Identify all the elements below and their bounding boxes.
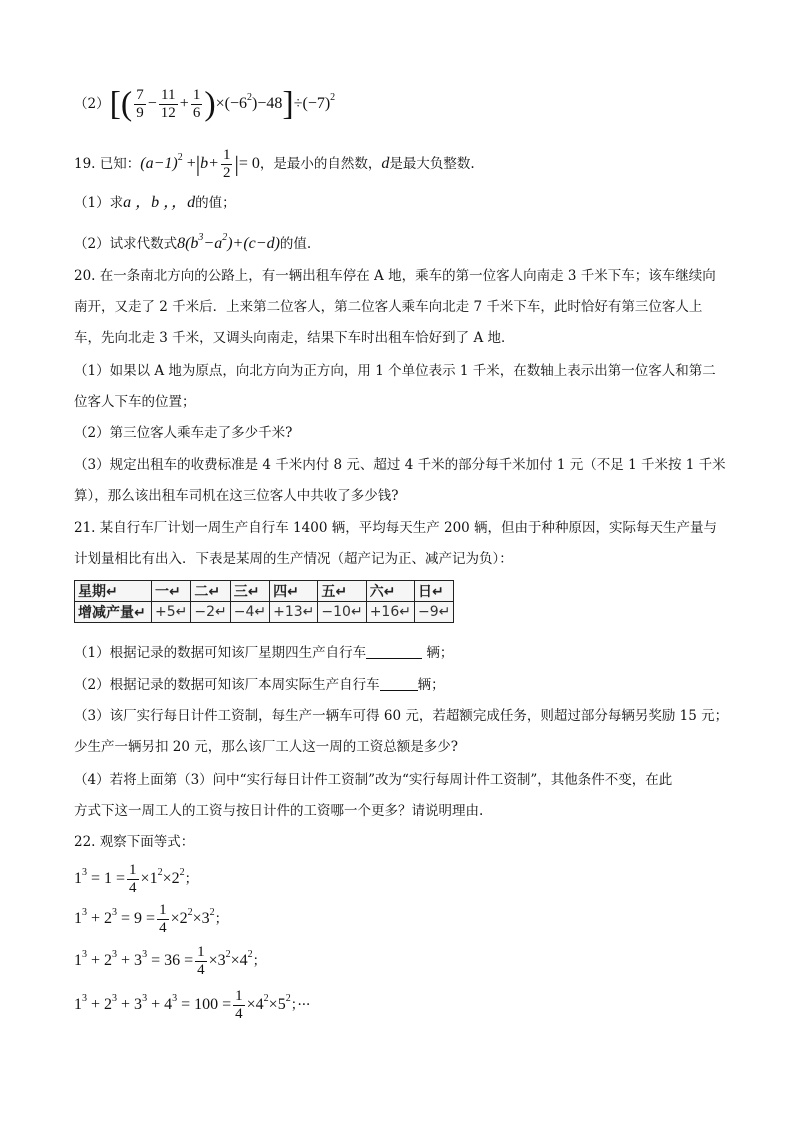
q22-equation-3: $1^3 + 2^3 + 3^3 = 36$ = $\frac{1}{4}$ $\times 3^2\times 4^2$； (74, 943, 267, 978)
table-cell: 星期↵ (75, 581, 152, 602)
table-cell: −9↵ (414, 602, 453, 623)
table-row (75, 602, 454, 623)
q21-line2: 计划量相比有出入．下表是某周的生产情况（超产记为正、减产记为负）： (74, 551, 513, 567)
production-table (74, 580, 454, 623)
q22-equation-2: $1^3 + 2^3 = 9$ = $\frac{1}{4}$ $\times 2^2\times 3^2$； (74, 901, 229, 936)
table-cell: 日↵ (414, 581, 453, 602)
q22-equation-1: $1^3 = 1$ = $\frac{1}{4}$ $\times 1^2\times 2^2$； (74, 861, 199, 896)
fraction: $\frac{11}{12}$ (160, 86, 176, 121)
table-cell: 一↵ (152, 581, 191, 602)
q19-part2: （2）试求代数式$8(b^3-a^2)+(c-d)$的值. (74, 232, 312, 252)
table-cell: −2↵ (191, 602, 230, 623)
q20-part1-line2: 位客人下车的位置； (74, 394, 196, 410)
table-cell: 二↵ (191, 581, 230, 602)
fraction: $\frac{1}{6}$ (192, 86, 201, 121)
table-cell: 三↵ (230, 581, 269, 602)
q19-part1: （1）求a ，b ，，d的值； (74, 194, 236, 211)
answer-blank[interactable] (380, 676, 418, 691)
q19-statement: 19. 已知：$(a-1)^2 +|b+$ $\frac{1}{2}$ |= 0，是最小的自然数，d是最大负整数. (74, 146, 475, 181)
q21-part4-line1: （4）若将上面第（3）问中“实行每日计件工资制”改为“实行每周计件工资制”，其他条件不变，在此 (74, 772, 673, 788)
q21-part2: （2）根据记录的数据可知该厂本周实际生产自行车 辆； (74, 677, 445, 693)
table-cell: +13↵ (270, 602, 318, 623)
table-cell: 四↵ (270, 581, 318, 602)
q20-part2: （2）第三位客人乘车走了多少千米? (74, 425, 293, 441)
q20-part3-line1: （3）规定出租车的收费标准是 4 千米内付 8 元、超过 4 千米的部分每千米加付 1 元（不足 1 千米按 1 千米 (74, 457, 726, 473)
table-cell: +16↵ (366, 602, 414, 623)
q18-part2-label: （2） (74, 96, 110, 112)
q21-part3-line1: （3）该厂实行每日计件工资制，每生产一辆车可得 60 元，若超额完成任务，则超过部分每辆另奖励 15 元； (74, 708, 729, 724)
q22-intro: 22. 观察下面等式： (74, 834, 195, 850)
table-cell: 五↵ (318, 581, 366, 602)
table-cell: −10↵ (318, 602, 366, 623)
table-row (75, 581, 454, 602)
q21-line1: 21. 某自行车厂计划一周生产自行车 1400 辆，平均每天生产 200 辆，但由于种种原因，实际每天生产量与 (74, 520, 718, 536)
q20-part1-line1: （1）如果以 A 地为原点，向北方向为正方向，用 1 个单位表示 1 千米，在数轴上表示出第一位客人和第二 (74, 363, 716, 379)
answer-blank[interactable] (366, 644, 422, 659)
table-cell: 增减产量↵ (75, 602, 152, 623)
table-cell: −4↵ (230, 602, 269, 623)
q18-part2-expression: （2）[( $\frac{7}{9}$ − $\frac{11}{12}$ + $\frac{1}{6}$ )$\times(-6^2)-48]\div(-7)^2$ (74, 85, 336, 123)
q21-part1: （1）根据记录的数据可知该厂星期四生产自行车 辆； (74, 645, 454, 661)
table-cell: 六↵ (366, 581, 414, 602)
q22-equation-4: $1^3 + 2^3 + 3^3 + 4^3 = 100$ = $\frac{1}{4}$ $\times 4^2\times 5^2$；··· (74, 987, 311, 1022)
table-cell: +5↵ (152, 602, 191, 623)
q21-part4-line2: 方式下这一周工人的工资与按日计件的工资哪一个更多？请说明理由. (74, 803, 484, 819)
q20-line3: 车，先向北走 3 千米，又调头向南走，结果下车时出租车恰好到了 A 地． (74, 330, 515, 346)
fraction: $\frac{7}{9}$ (136, 86, 144, 121)
q20-part3-line2: 算），那么该出租车司机在这三位客人中共收了多少钱? (74, 488, 399, 504)
q20-line2: 南开，又走了 2 千米后．上来第二位客人，第二位客人乘车向北走 7 千米下车，此时恰好有第三位客人上 (74, 299, 703, 315)
q20-line1: 20. 在一条南北方向的公路上，有一辆出租车停在 A 地，乘车的第一位客人向南走 3 千米下车；该车继续向 (74, 268, 716, 284)
q21-part3-line2: 少生产一辆另扣 20 元，那么该厂工人这一周的工资总额是多少? (74, 739, 458, 755)
